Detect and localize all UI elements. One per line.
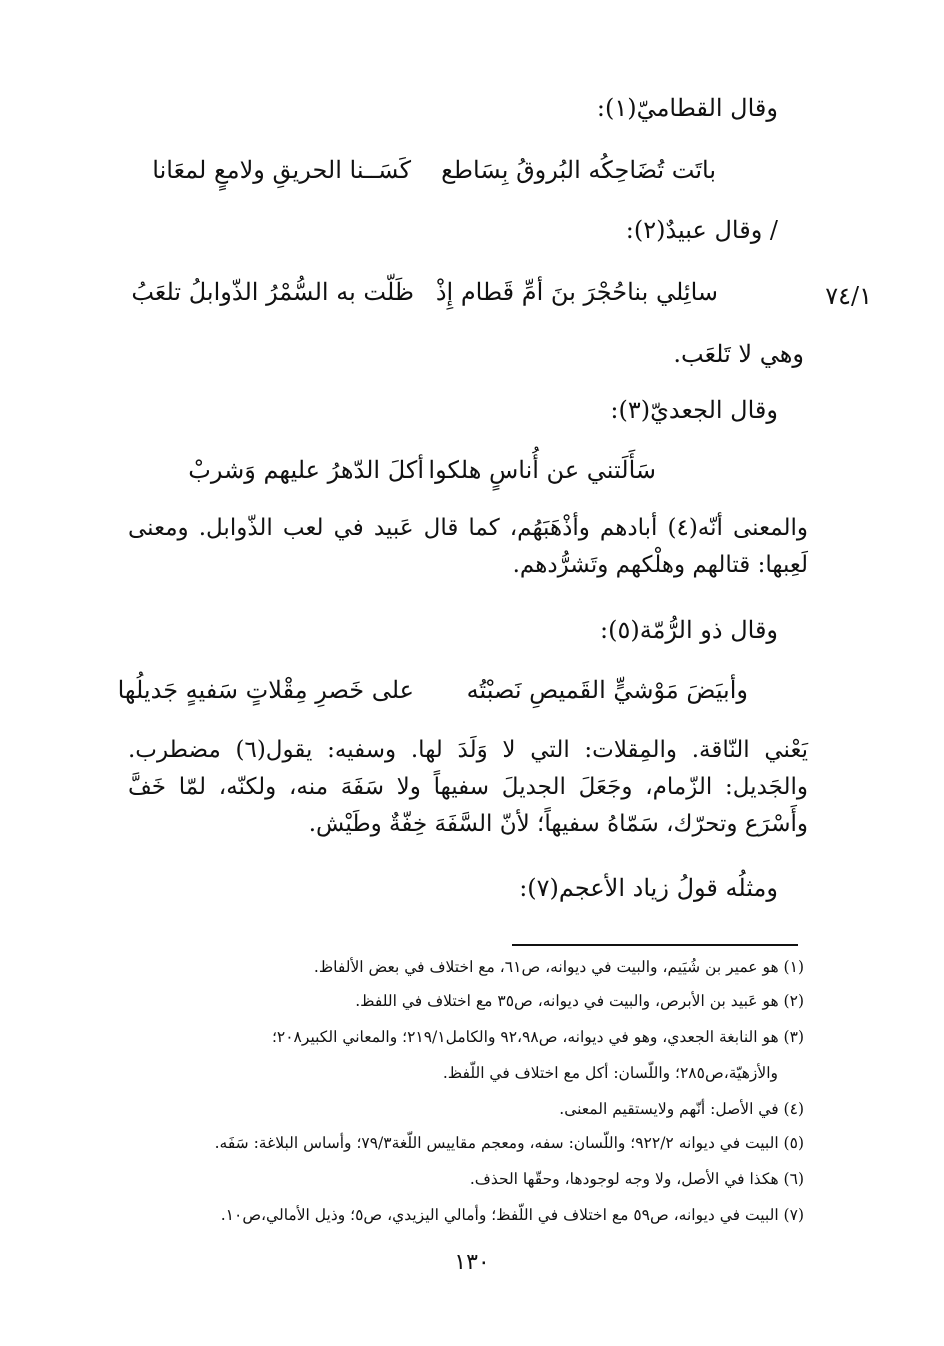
verse-2-first-hemistich: سائِلي بناحُجْرَ بنَ أمِّ قَطام إِذْ [435, 278, 718, 306]
verse-1-second-hemistich: كَسَــنا الحريقِ ولامعٍ لمعَانا [152, 156, 411, 184]
footnote-1: (١) هو عمير بن شُيَيم، والبيت في ديوانه، ص٦١، مع اختلاف في بعض الألفاظ. [313, 958, 804, 976]
remark-line: وهي لا تَلعَب. [673, 340, 804, 368]
explanation-paragraph-1: والمعنى أنّه(٤) أبادهم وأذْهَبَهُم، كما قال عَبيد في لعب الذّوابل. ومعنى لَعِبها: قتالهم وهلْكهم وتَشرُّدهم. [128, 515, 809, 578]
footnote-6: (٦) هكذا في الأصل، ولا وجه لوجودها، وحقّها الحذف. [469, 1170, 804, 1188]
footnote-5: (٥) البيت في ديوانه ٩٢٢/٢؛ واللّسان: سفه، ومعجم مقاييس اللّغة٧٩/٣؛ وأساس البلاغة: سَفَه. [214, 1134, 804, 1152]
intro-ziyad: ومثلُه قولُ زياد الأعجم(٧): [519, 874, 778, 902]
footnote-4: (٤) في الأصل: أنّهم ولايستقيم المعنى. [559, 1100, 804, 1118]
verse-2-second-hemistich: ظَلّت به السُّمْرُ الذّوابلُ تلعَبُ [131, 278, 414, 306]
footnote-7: (٧) البيت في ديوانه، ص٥٩ مع اختلاف في اللّفظ؛ وأمالي اليزيدي، ص٥؛ وذيل الأمالي،ص١٠. [220, 1206, 804, 1224]
intro-jadi: وقال الجعديّ(٣): [610, 396, 778, 424]
footnote-separator [512, 944, 798, 946]
verse-4-second-hemistich: على خَصرِ مِقْلاتٍ سَفيهٍ جَديلُها [117, 676, 414, 704]
intro-dhu-al-rumma: وقال ذو الرُّمّة(٥): [600, 616, 778, 644]
footnote-2: (٢) هو عَبيد بن الأبرص، والبيت في ديوانه، ص٣٥ مع اختلاف في اللفظ. [355, 992, 804, 1010]
footnote-3: (٣) هو النابغة الجعدي، وهو في ديوانه، ص٩٢،٩٨ والكامل٢١٩/١؛ والمعاني الكبير٢٠٨؛ [271, 1028, 804, 1046]
margin-reference: ٧٤/١ [825, 282, 872, 310]
explanation-paragraph-2: يَعْني النّاقة. والمِقلات: التي لا وَلَدَ لها. وسفيه: يقول(٦) مضطرب. والجَديل: الزّمام، وجَعَلَ الجديلَ سفيهاً ولا سَفَهَ منه، ولكنّه، لمّا خَفَّ وأَسْرَع وتحرّك، سَمّاهُ سفيهاً؛ لأنّ السَّفَهَ خِفّةٌ وطَيْش. [128, 737, 808, 837]
page-number: ١٣٠ [454, 1250, 490, 1275]
footnote-3-continued: والأزهيّة،ص٢٨٥؛ واللّسان: أكل مع اختلاف في اللّفظ. [442, 1064, 778, 1082]
verse-4-first-hemistich: وأبيَضَ مَوْشيٍّ القَميصِ نَصبْتُه [466, 676, 748, 704]
verse-1-first-hemistich: باتَت تُضَاحِكُه البُروقُ بِسَاطع [441, 156, 716, 184]
intro-ubaid: / وقال عبيدٌ(٢): [625, 216, 778, 244]
verse-3-first-hemistich: سَأَلَتني عن أُناسٍ هلكوا [428, 456, 656, 484]
verse-3-second-hemistich: أكلَ الدّهرُ عليهم وَشربْ [188, 456, 424, 484]
intro-qutami: وقال القطاميّ(١): [596, 94, 778, 122]
